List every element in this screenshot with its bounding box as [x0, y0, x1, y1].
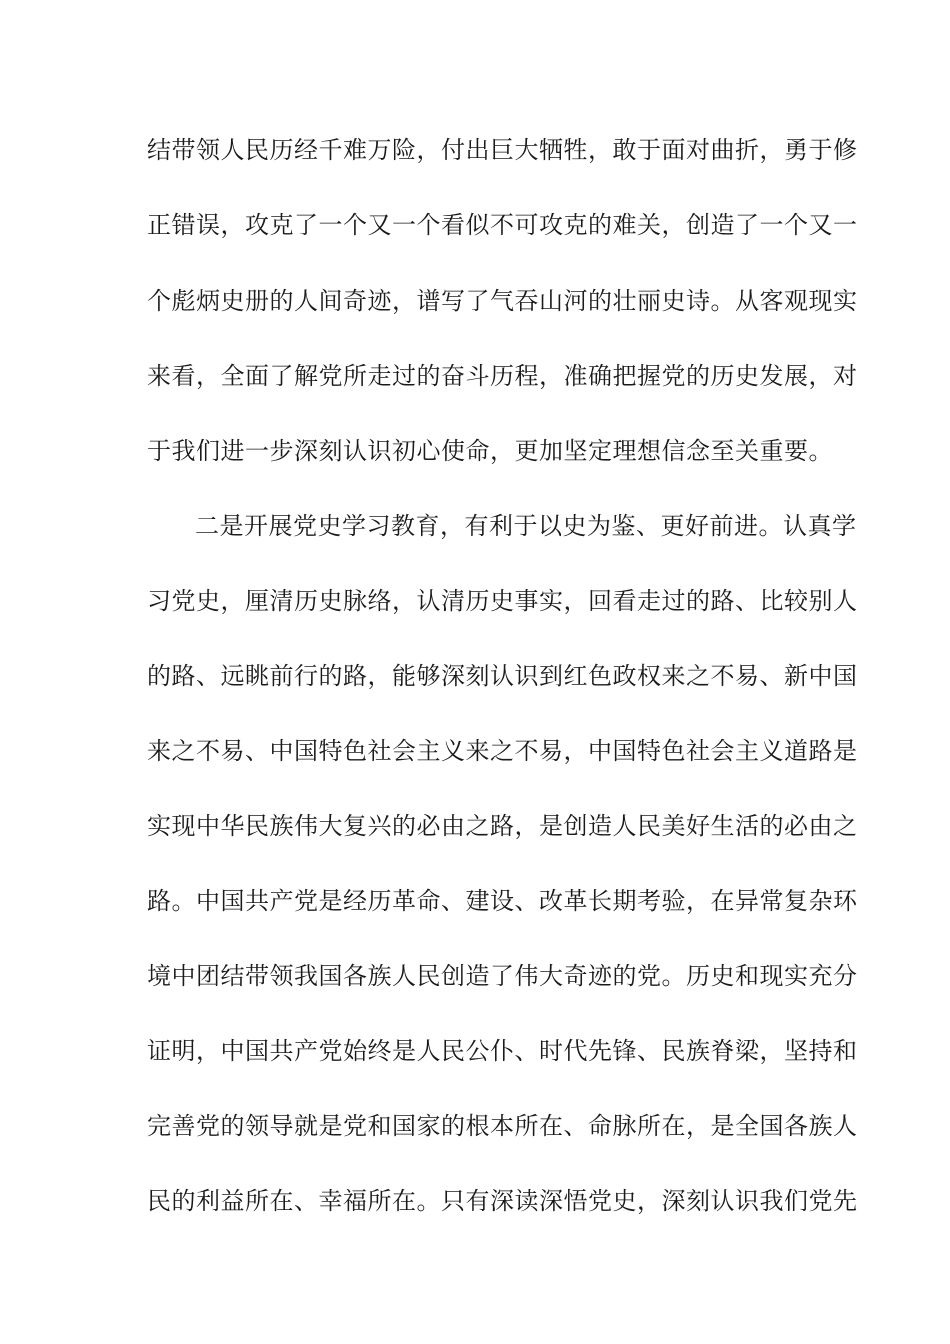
text-line: 民的利益所在、幸福所在。只有深读深悟党史，深刻认识我们党先 [147, 1187, 858, 1215]
text-line: 于我们进一步深刻认识初心使命，更加坚定理想信念至关重要。 [147, 437, 833, 465]
text-line: 实现中华民族伟大复兴的必由之路，是创造人民美好生活的必由之 [147, 812, 858, 840]
text-line: 结带领人民历经千难万险，付出巨大牺牲，敢于面对曲折，勇于修 [147, 136, 858, 164]
text-line: 个彪炳史册的人间奇迹，谱写了气吞山河的壮丽史诗。从客观现实 [147, 287, 858, 315]
text-line: 的路、远眺前行的路，能够深刻认识到红色政权来之不易、新中国 [147, 662, 858, 690]
text-line: 路。中国共产党是经历革命、建设、改革长期考验，在异常复杂环 [147, 887, 858, 915]
text-line: 完善党的领导就是党和国家的根本所在、命脉所在，是全国各族人 [147, 1112, 858, 1140]
text-line: 习党史，厘清历史脉络，认清历史事实，回看走过的路、比较别人 [147, 587, 858, 615]
text-line: 来之不易、中国特色社会主义来之不易，中国特色社会主义道路是 [147, 737, 858, 765]
paragraph-first-line: 二是开展党史学习教育，有利于以史为鉴、更好前进。认真学 [195, 512, 857, 540]
text-line: 证明，中国共产党始终是人民公仆、时代先锋、民族脊梁，坚持和 [147, 1037, 858, 1065]
text-line: 境中团结带领我国各族人民创造了伟大奇迹的党。历史和现实充分 [147, 962, 858, 990]
text-line: 正错误，攻克了一个又一个看似不可攻克的难关，创造了一个又一 [147, 211, 858, 239]
text-line: 来看，全面了解党所走过的奋斗历程，准确把握党的历史发展，对 [147, 362, 858, 390]
